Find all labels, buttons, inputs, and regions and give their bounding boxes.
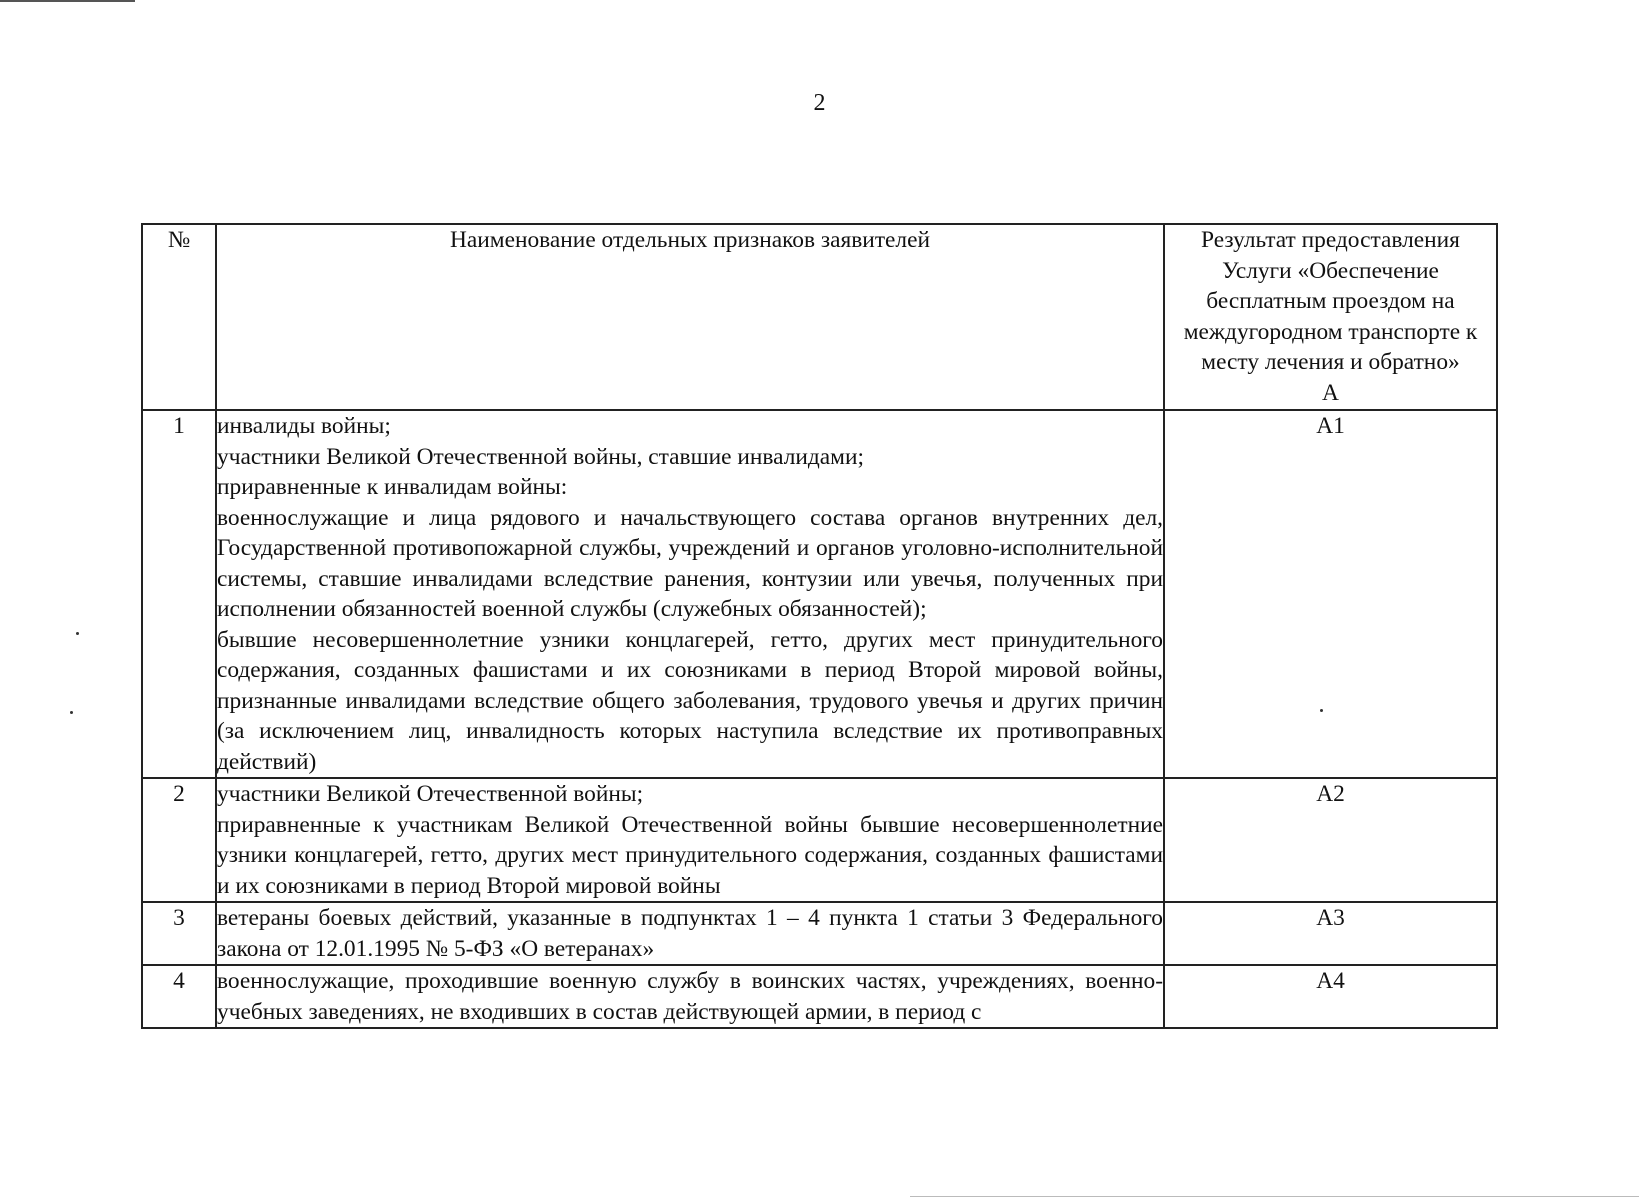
page-number: 2 xyxy=(813,90,826,116)
criteria-paragraph: военнослужащие и лица рядового и начальствующего состава органов внутренних дел, Государственной противопожарной службы, учреждений и органов уголовно-исполнительной системы, ставшие инвалидами вследствие ранения, контузии или увечья, полученных при исполнении обязанностей военной службы (служебных обязанностей); xyxy=(217,504,1163,622)
criteria-paragraph: бывшие несовершеннолетние узники концлагерей, гетто, других мест принудительного содержания, созданных фашистами и их союзниками в период Второй мировой войны, признанные инвалидами вследствие общего заболевания, трудового увечья и других причин (за исключением лиц, инвалидность которых наступила вследствие их противоправных действий) xyxy=(217,626,1163,775)
table-row xyxy=(142,410,1497,778)
row-description xyxy=(216,410,1164,778)
criteria-paragraph: ветераны боевых действий, указанные в подпунктах 1 – 4 пункта 1 статьи 3 Федерального закона от 12.01.1995 № 5-ФЗ «О ветеранах» xyxy=(217,905,1163,962)
row-number: 4 xyxy=(142,965,216,1028)
row-description xyxy=(216,778,1164,902)
scan-edge-mark-top xyxy=(0,0,135,2)
row-number: 2 xyxy=(142,778,216,902)
table-row xyxy=(142,965,1497,1028)
row-result: А1 xyxy=(1164,410,1497,778)
header-description: Наименование отдельных признаков заявителей xyxy=(216,224,1164,410)
table-header-row xyxy=(142,224,1497,410)
row-result: А4 xyxy=(1164,965,1497,1028)
header-result-text: Результат предоставления Услуги «Обеспечение бесплатным проездом на междугородном транспорте к месту лечения и обратно» xyxy=(1183,227,1478,375)
scan-speck xyxy=(70,711,73,714)
applicant-criteria-table xyxy=(141,223,1498,1029)
scan-speck xyxy=(76,632,79,635)
scan-edge-mark-bottom xyxy=(910,1196,1639,1197)
row-number: 1 xyxy=(142,410,216,778)
header-result xyxy=(1164,224,1497,410)
row-description xyxy=(216,965,1164,1028)
table-row xyxy=(142,902,1497,965)
row-description xyxy=(216,902,1164,965)
header-result-code: А xyxy=(1322,379,1339,406)
row-number: 3 xyxy=(142,902,216,965)
header-number: № xyxy=(142,224,216,410)
criteria-line: участники Великой Отечественной войны, ставшие инвалидами; xyxy=(217,443,864,470)
row-result: А2 xyxy=(1164,778,1497,902)
criteria-paragraph: приравненные к участникам Великой Отечественной войны бывшие несовершеннолетние узники концлагерей, гетто, других мест принудительного содержания, созданных фашистами и их союзниками в период Второй мировой войны xyxy=(217,811,1163,899)
criteria-line: инвалиды войны; xyxy=(217,413,391,439)
row-result: А3 xyxy=(1164,902,1497,965)
criteria-line: участники Великой Отечественной войны; xyxy=(217,781,644,807)
criteria-paragraph: военнослужащие, проходившие военную службу в воинских частях, учреждениях, военно-учебных заведениях, не входивших в состав действующей армии, в период с xyxy=(217,968,1163,1025)
criteria-line: приравненные к инвалидам войны: xyxy=(217,474,568,500)
table-row xyxy=(142,778,1497,902)
